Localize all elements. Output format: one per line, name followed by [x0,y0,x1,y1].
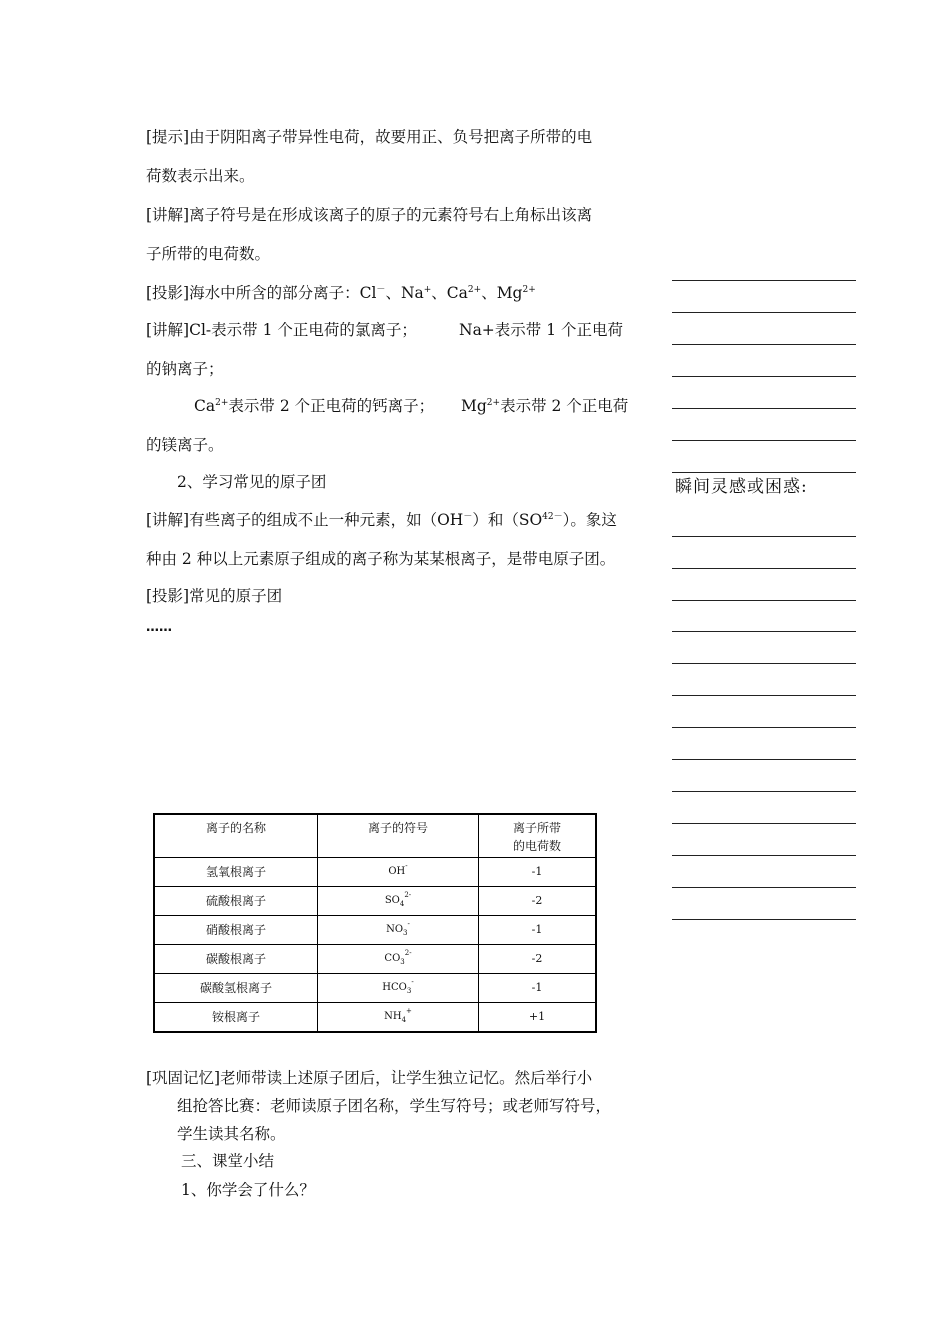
table-header-row [154,814,596,858]
note-line[interactable] [672,344,856,345]
section-2-heading: 2、学习常见的原子团 [177,473,327,491]
note-line[interactable] [672,791,856,792]
table-row [154,858,596,887]
header-charge: 离子所带 的电荷数 [479,814,597,858]
ion-symbol: $SO_4^{2-}$ [318,886,479,915]
explain-group-line-1: [讲解]有些离子的组成不止一种元素，如（OH－）和$(SO^{42-})$。象这 [146,511,617,529]
ion-name: 碳酸氢根离子 [154,973,318,1002]
ion-name: 氢氧根离子 [154,858,318,887]
ion-charge: -1 [479,858,597,887]
note-line[interactable] [672,727,856,728]
note-line[interactable] [672,376,856,377]
note-line[interactable] [672,312,856,313]
ion-symbol: $NH_4^+$ [318,1002,479,1032]
note-line[interactable] [672,919,856,920]
table-row [154,1002,596,1032]
explain-ca-line: $Ca^{2+}$表示带 2 个正电荷的钙离子； [194,397,435,415]
ion-charge: -2 [479,886,597,915]
table-row [154,886,596,915]
explain-line-2: 子所带的电荷数。 [146,245,271,263]
table-row [154,944,596,973]
note-line[interactable] [672,568,856,569]
header-symbol: 离子的符号 [318,814,479,858]
ion-symbol: $CO_3^{2-}$ [318,944,479,973]
hint-line-1: [提示]由于阴阳离子带异性电荷，故要用正、负号把离子所带的电 [146,128,593,146]
note-line[interactable] [672,600,856,601]
ellipsis: …… [146,620,172,635]
explain-cl-line: [讲解]Cl-表示带 1 个正电荷的氯离子； [146,321,417,339]
sidebar-title: 瞬间灵感或困惑: [675,477,808,497]
note-line[interactable] [672,280,856,281]
note-line[interactable] [672,440,856,441]
table-row [154,973,596,1002]
note-line[interactable] [672,695,856,696]
ion-name: 硝酸根离子 [154,915,318,944]
explain-group-line-2: 种由 2 种以上元素原子组成的离子称为某某根离子，是带电原子团。 [146,550,616,568]
explain-na-line: Na+表示带 1 个正电荷 [459,321,624,339]
explain-na-end: 的钠离子； [146,360,224,378]
section-3-heading: 三、课堂小结 [181,1152,275,1170]
ion-symbol: $HCO_3^-$ [318,973,479,1002]
note-line[interactable] [672,536,856,537]
ion-charge: -2 [479,944,597,973]
ion-symbol: OH- [318,858,479,887]
note-line[interactable] [672,472,856,473]
ion-charge: -1 [479,973,597,1002]
projection-groups-line: [投影]常见的原子团 [146,587,283,605]
consolidate-line-2: 组抢答比赛：老师读原子团名称，学生写符号；或老师写符号， [177,1097,612,1115]
note-line[interactable] [672,823,856,824]
ion-charge: +1 [479,1002,597,1032]
ion-name: 铵根离子 [154,1002,318,1032]
explain-mg-line: $Mg^{2+}$表示带 2 个正电荷 [461,397,629,415]
question-1: 1、你学会了什么？ [181,1181,315,1199]
ion-charge: -1 [479,915,597,944]
explain-mg-end: 的镁离子。 [146,436,224,454]
note-line[interactable] [672,887,856,888]
consolidate-line-3: 学生读其名称。 [177,1125,286,1143]
ion-name: 碳酸根离子 [154,944,318,973]
note-line[interactable] [672,855,856,856]
ion-table [153,813,597,1033]
ion-symbol: $NO_3^-$ [318,915,479,944]
note-line[interactable] [672,663,856,664]
projection-ions-line: [投影]海水中所含的部分离子：Cl－、Na+、$Ca^{2+}$、$Mg^{2+}$ [146,284,536,302]
explain-line-1: [讲解]离子符号是在形成该离子的原子的元素符号右上角标出该离 [146,206,593,224]
note-line[interactable] [672,759,856,760]
consolidate-line-1: [巩固记忆]老师带读上述原子团后，让学生独立记忆。然后举行小 [146,1069,593,1087]
header-name: 离子的名称 [154,814,318,858]
ion-name: 硫酸根离子 [154,886,318,915]
hint-line-2: 荷数表示出来。 [146,167,255,185]
note-line[interactable] [672,408,856,409]
table-row [154,915,596,944]
note-line[interactable] [672,631,856,632]
